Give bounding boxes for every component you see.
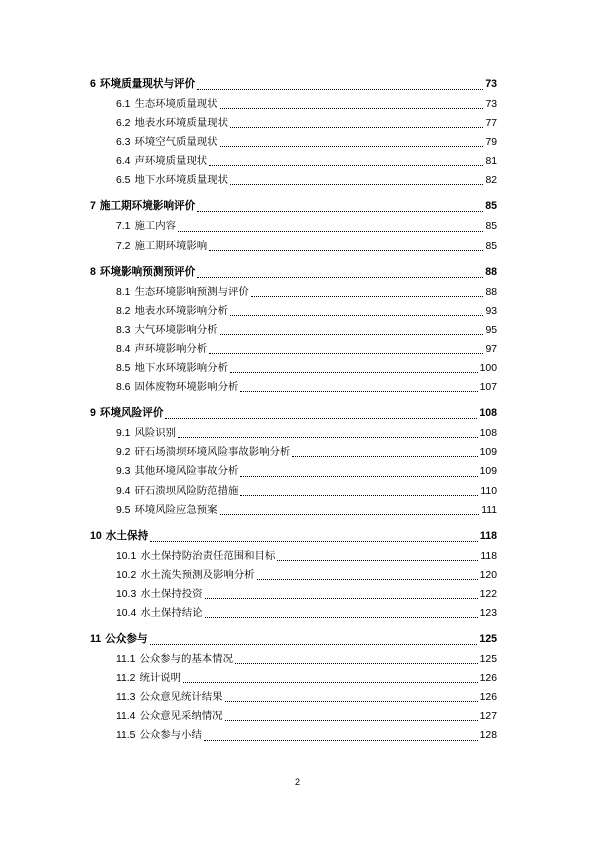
- toc-section-title: 地表水环境影响分析: [134, 304, 228, 317]
- toc-section-number: 8.4: [116, 343, 131, 355]
- toc-section-number: 7.2: [116, 240, 131, 252]
- toc-dot-leader: [230, 126, 483, 128]
- toc-page-number: 73: [485, 78, 497, 90]
- toc-section-number: 9.2: [116, 447, 131, 459]
- toc-section-title: 矸石溃坝风险防范措施: [134, 484, 239, 497]
- toc-dot-leader: [240, 494, 478, 496]
- toc-page-number: 77: [485, 118, 497, 130]
- toc-dot-leader: [225, 700, 478, 702]
- toc-dot-leader: [183, 681, 478, 683]
- toc-section-number: 6.1: [116, 99, 131, 110]
- toc-section-entry[interactable]: [90, 114, 497, 133]
- toc-page-number: 100: [479, 363, 497, 375]
- toc-dot-leader: [230, 371, 478, 373]
- toc-chapter-entry[interactable]: [90, 405, 497, 424]
- toc-section-title: 固体废物环境影响分析: [134, 381, 239, 394]
- toc-section-number: 8.3: [116, 324, 131, 336]
- toc-page-number: 108: [479, 407, 497, 420]
- toc-page-number: 88: [485, 265, 497, 278]
- toc-section-entry[interactable]: [90, 566, 497, 585]
- toc-section-entry[interactable]: [90, 237, 497, 256]
- toc-page-number: 85: [485, 221, 497, 233]
- toc-section-entry[interactable]: [90, 501, 497, 520]
- toc-dot-leader: [178, 230, 483, 232]
- toc-section-title: 公众参与的基本情况: [139, 653, 233, 666]
- toc-section-title: 生态环境质量现状: [134, 98, 218, 110]
- toc-dot-leader: [197, 88, 483, 90]
- toc-section-title: 水土保持投资: [140, 587, 203, 600]
- toc-section-number: 11.3: [116, 692, 136, 704]
- toc-page-number: 118: [479, 529, 497, 542]
- toc-section-title: 风险识别: [134, 427, 177, 440]
- toc-section-title: 地下水环境质量现状: [134, 174, 228, 187]
- toc-dot-leader: [197, 276, 483, 278]
- toc-section-title: 公众意见采纳情况: [139, 710, 223, 723]
- toc-section-title: 地表水环境质量现状: [134, 117, 228, 130]
- toc-section-number: 8.5: [116, 363, 131, 375]
- toc-section-number: 6.5: [116, 175, 131, 187]
- toc-chapter-entry[interactable]: [90, 631, 497, 650]
- toc-chapter-title: 环境风险评价: [99, 407, 164, 420]
- toc-section-entry[interactable]: [90, 462, 497, 481]
- toc-page-number: 85: [485, 240, 497, 252]
- toc-dot-leader: [205, 597, 478, 599]
- toc-dot-leader: [220, 107, 484, 109]
- toc-chapter-number: 8: [90, 265, 96, 278]
- toc-dot-leader: [165, 417, 477, 419]
- toc-section-entry[interactable]: [90, 707, 497, 726]
- toc-dot-leader: [150, 643, 478, 645]
- toc-section-title: 生态环境影响预测与评价: [134, 285, 249, 298]
- toc-section-title: 声环境影响分析: [134, 342, 208, 355]
- toc-dot-leader: [230, 314, 483, 316]
- toc-section-entry[interactable]: [90, 585, 497, 604]
- toc-section-title: 环境风险应急预案: [134, 503, 218, 516]
- toc-section-entry[interactable]: [90, 133, 497, 152]
- toc-chapter-number: 10: [90, 529, 102, 542]
- toc-section-entry[interactable]: [90, 321, 497, 340]
- toc-page-number: 125: [479, 654, 497, 666]
- toc-page-number: 123: [479, 607, 497, 619]
- toc-dot-leader: [257, 578, 478, 580]
- toc-dot-leader: [230, 183, 483, 185]
- toc-chapter-title: 公众参与: [105, 633, 148, 646]
- toc-dot-leader: [150, 540, 478, 542]
- toc-chapter-number: 6: [90, 78, 96, 90]
- toc-section-number: 10.2: [116, 569, 137, 581]
- toc-page-number: 93: [485, 305, 497, 317]
- toc-chapter-number: 9: [90, 407, 96, 420]
- toc-page-number: 110: [480, 485, 497, 497]
- toc-section-number: 6.4: [116, 156, 131, 168]
- toc-section-title: 施工期环境影响: [134, 239, 208, 252]
- toc-section-number: 7.1: [116, 221, 131, 233]
- toc-dot-leader: [220, 333, 484, 335]
- toc-page-number: 126: [479, 673, 497, 685]
- toc-page-number: 118: [480, 550, 497, 562]
- toc-page-number: 127: [479, 711, 497, 723]
- toc-section-number: 8.1: [116, 286, 131, 298]
- toc-dot-leader: [235, 662, 478, 664]
- toc-section-title: 公众意见统计结果: [139, 691, 223, 704]
- toc-section-number: 8.6: [116, 382, 131, 394]
- toc-section-title: 水土保持防治责任范围和目标: [140, 549, 276, 562]
- toc-section-number: 11.1: [116, 654, 136, 666]
- toc-section-title: 其他环境风险事故分析: [134, 465, 239, 478]
- toc-dot-leader: [277, 559, 478, 561]
- toc-section-number: 9.4: [116, 485, 131, 497]
- toc-section-entry[interactable]: [90, 669, 497, 688]
- toc-chapter-number: 11: [90, 633, 102, 646]
- toc-section-number: 9.1: [116, 428, 131, 440]
- toc-chapter-title: 施工期环境影响评价: [99, 200, 196, 213]
- toc-chapter-entry[interactable]: [90, 76, 497, 95]
- toc-chapter-title: 水土保持: [105, 529, 149, 542]
- toc-page-number: 125: [479, 633, 497, 646]
- toc-section-title: 矸石场溃坝环境风险事故影响分析: [134, 446, 291, 459]
- toc-page-number: 120: [479, 569, 497, 581]
- toc-section-entry[interactable]: [90, 152, 497, 171]
- toc-page-number: 88: [485, 286, 497, 298]
- toc-section-number: 11.4: [116, 711, 136, 723]
- toc-page-number: 85: [485, 200, 497, 213]
- toc-section-title: 统计说明: [139, 672, 182, 685]
- toc-section-entry[interactable]: [90, 283, 497, 302]
- toc-dot-leader: [205, 616, 478, 618]
- toc-section-entry[interactable]: [90, 340, 497, 359]
- toc-page-number: 108: [479, 428, 497, 440]
- toc-dot-leader: [240, 475, 477, 477]
- toc-section-entry[interactable]: [90, 604, 497, 623]
- toc-chapter-number: 7: [90, 200, 96, 213]
- toc-section-entry[interactable]: [90, 302, 497, 321]
- toc-chapter-title: 环境质量现状与评价: [99, 78, 196, 90]
- toc-section-title: 水土流失预测及影响分析: [140, 568, 255, 581]
- toc-section-entry[interactable]: [90, 688, 497, 707]
- toc-dot-leader: [178, 436, 478, 438]
- toc-dot-leader: [209, 352, 483, 354]
- toc-page-number: 122: [479, 588, 497, 600]
- toc-section-entry[interactable]: [90, 95, 497, 114]
- toc-section-entry[interactable]: [90, 378, 497, 397]
- toc-section-number: 11.5: [116, 730, 136, 742]
- toc-section-entry[interactable]: [90, 171, 497, 190]
- toc-section-number: 9.5: [116, 504, 131, 516]
- toc-section-title: 地下水环境影响分析: [134, 362, 228, 375]
- toc-section-title: 环境空气质量现状: [134, 136, 218, 149]
- toc-section-title: 水土保持结论: [140, 606, 203, 619]
- toc-page-number: 81: [485, 156, 497, 168]
- toc-section-title: 施工内容: [134, 220, 177, 233]
- toc-section-title: 公众参与小结: [139, 729, 202, 742]
- toc-page-number: 128: [479, 730, 497, 742]
- toc-dot-leader: [251, 295, 484, 297]
- toc-section-entry[interactable]: [90, 726, 497, 745]
- toc-section-number: 8.2: [116, 305, 131, 317]
- toc-section-entry[interactable]: [90, 443, 497, 462]
- page-number: 2: [294, 777, 300, 787]
- toc-page-number: 107: [479, 382, 497, 394]
- toc-section-number: 6.2: [116, 118, 131, 130]
- toc-dot-leader: [209, 164, 483, 166]
- toc-section-title: 声环境质量现状: [134, 155, 208, 168]
- toc-dot-leader: [225, 719, 478, 721]
- toc-section-entry[interactable]: [90, 650, 497, 669]
- toc-page-number: 126: [479, 692, 497, 704]
- toc-section-title: 大气环境影响分析: [134, 323, 218, 336]
- toc-section-entry[interactable]: [90, 482, 497, 501]
- toc-section-number: 10.4: [116, 607, 137, 619]
- toc-page-number: 73: [485, 99, 497, 110]
- toc-section-entry[interactable]: [90, 359, 497, 378]
- toc-chapter-entry[interactable]: [90, 198, 497, 217]
- toc-page-number: 109: [479, 466, 497, 478]
- toc-dot-leader: [292, 455, 477, 457]
- toc-page-number: 111: [481, 504, 497, 516]
- toc-page-number: 97: [485, 343, 497, 355]
- toc-section-entry[interactable]: [90, 424, 497, 443]
- toc-section-number: 11.2: [116, 673, 136, 685]
- toc-section-entry[interactable]: [90, 217, 497, 236]
- toc-dot-leader: [220, 145, 484, 147]
- toc-chapter-title: 环境影响预测预评价: [99, 265, 196, 278]
- table-of-contents: [90, 76, 497, 746]
- toc-chapter-entry[interactable]: [90, 528, 497, 547]
- toc-section-number: 6.3: [116, 137, 131, 149]
- toc-dot-leader: [220, 513, 480, 515]
- toc-dot-leader: [209, 249, 483, 251]
- toc-page-number: 79: [485, 137, 497, 149]
- toc-dot-leader: [240, 390, 477, 392]
- toc-chapter-entry[interactable]: [90, 264, 497, 283]
- toc-section-entry[interactable]: [90, 547, 497, 566]
- toc-dot-leader: [204, 739, 478, 741]
- toc-page-number: 82: [485, 175, 497, 187]
- toc-dot-leader: [197, 210, 483, 212]
- toc-section-number: 9.3: [116, 466, 131, 478]
- toc-page-number: 109: [479, 447, 497, 459]
- toc-section-number: 10.3: [116, 588, 137, 600]
- toc-page-number: 95: [485, 324, 497, 336]
- toc-section-number: 10.1: [116, 550, 137, 562]
